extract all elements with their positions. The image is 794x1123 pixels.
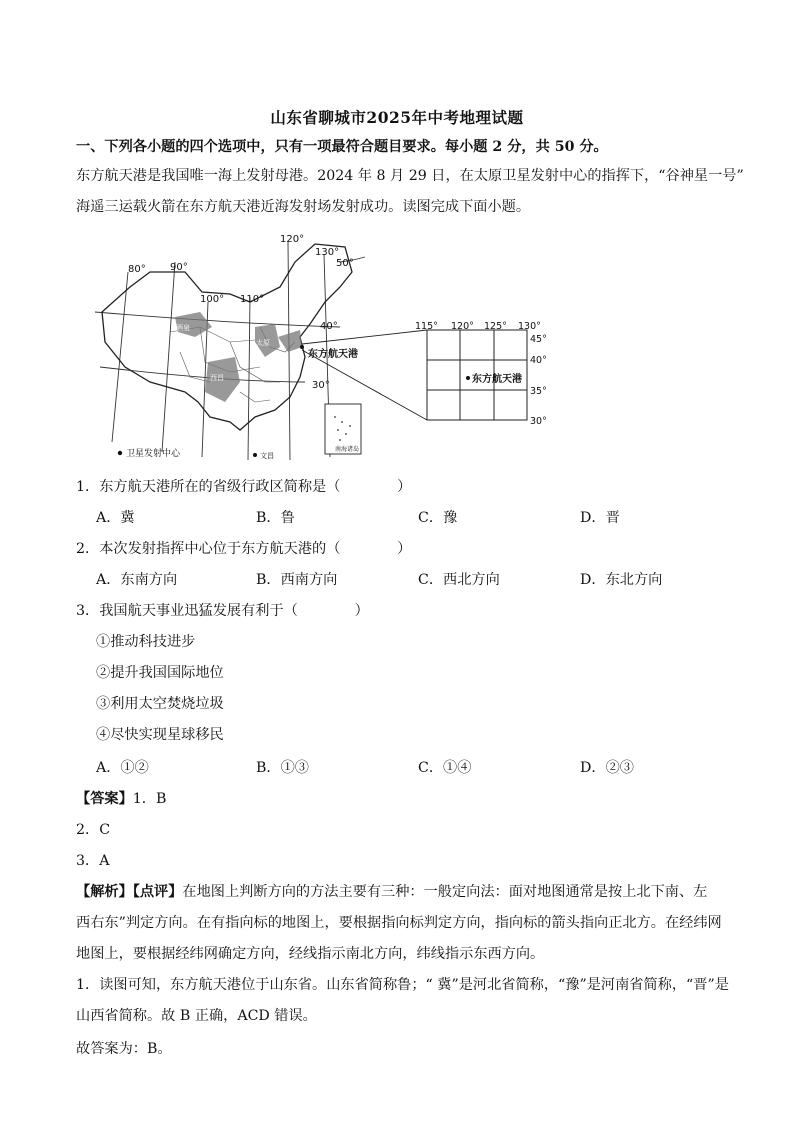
connector-top: [302, 330, 427, 344]
analysis-line-4: 1．读图可知，东方航天港位于山东省。山东省简称鲁；“ 冀”是河北省简称，“豫”是河南省简称，“晋”是: [76, 977, 729, 993]
lat-label-40: 40°: [320, 321, 338, 332]
q3-option-a[interactable]: A．①②: [96, 760, 149, 776]
inset-lon-130: 130°: [518, 321, 541, 332]
q1-option-c[interactable]: C．豫: [418, 510, 458, 526]
lon-label-90: 90°: [170, 262, 188, 273]
analysis-line-3: 地图上，要根据经纬网确定方向，经线指示南北方向，纬线指示东西方向。: [76, 946, 545, 962]
inset-lat-30: 30°: [530, 416, 547, 427]
shaded-provinces: [175, 312, 302, 402]
q3-option-b[interactable]: B．①③: [256, 760, 309, 776]
legend-label: 卫星发射中心: [126, 449, 181, 459]
answer-2: 2．C: [76, 822, 111, 838]
inset-port-dot: [466, 376, 470, 380]
analysis-line-2: 西右东”判定方向。在有指向标的地图上，要根据指向标判定方向，指向标的箭头指向正北方。在经纬网: [76, 915, 722, 931]
answer-line-1: [76, 789, 756, 809]
lon-label-120: 120°: [280, 234, 305, 245]
port-dot: [300, 345, 304, 349]
lon-label-100: 100°: [200, 294, 225, 305]
intro-line-1: 东方航天港是我国唯一海上发射母港。2024 年 8 月 29 日，在太原卫星发射中心的指挥下，“谷神星一号”: [76, 168, 744, 184]
answer-label: 【答案】: [76, 791, 133, 807]
inset-lat-45: 45°: [530, 334, 547, 345]
inset-lat-35: 35°: [530, 386, 547, 397]
inset-port-label: 东方航天港: [472, 374, 522, 385]
center-label-jiuquan: 酒泉: [176, 324, 190, 332]
q2-stem: 2．本次发射指挥中心位于东方航天港的（ ）: [76, 541, 412, 557]
center-label-xichang: 西昌: [210, 374, 224, 382]
answer-1: 1．B: [132, 791, 167, 807]
analysis-line-1: [76, 882, 756, 902]
q3-item-3: ③利用太空焚烧垃圾: [96, 696, 224, 712]
center-label-wenchang: 文昌: [260, 452, 274, 460]
inset-lon-120: 120°: [451, 321, 474, 332]
lon-label-110: 110°: [240, 294, 265, 305]
q1-stem: 1．东方航天港所在的省级行政区简称是（ ）: [76, 479, 412, 495]
q2-option-d[interactable]: D．东北方向: [580, 572, 663, 588]
inset-lon-125: 125°: [484, 321, 507, 332]
inset-lat-40: 40°: [530, 355, 547, 366]
wenchang-dot: [253, 453, 257, 457]
analysis-line-5: 山西省简称。故 B 正确，ACD 错误。: [76, 1008, 317, 1024]
lat-label-50: 50°: [336, 258, 354, 269]
q3-item-2: ②提升我国国际地位: [96, 665, 224, 681]
legend-dot: [118, 451, 122, 455]
analysis-line-6: 故答案为：B。: [76, 1041, 172, 1057]
port-label: 东方航天港: [308, 349, 358, 360]
q3-option-d[interactable]: D．②③: [580, 760, 634, 776]
lon-label-80: 80°: [128, 264, 146, 275]
inset-lon-115: 115°: [415, 321, 438, 332]
analysis-label: 【解析】【点评】: [76, 884, 183, 900]
q2-option-b[interactable]: B．西南方向: [256, 572, 338, 588]
q2-option-c[interactable]: C．西北方向: [418, 572, 500, 588]
section-heading: 一、下列各小题的四个选项中，只有一项最符合题目要求。每小题 2 分，共 50 分。: [76, 139, 608, 155]
map-svg: [90, 232, 560, 464]
q2-option-a[interactable]: A．东南方向: [96, 572, 178, 588]
center-label-taiyuan: 太原: [256, 339, 270, 347]
lon-label-130: 130°: [315, 247, 340, 258]
q3-item-1: ①推动科技进步: [96, 634, 196, 650]
intro-line-2: 海遥三运载火箭在东方航天港近海发射场发射成功。读图完成下面小题。: [76, 199, 531, 215]
q1-option-a[interactable]: A．冀: [96, 510, 135, 526]
q1-option-b[interactable]: B．鲁: [256, 510, 295, 526]
q3-option-c[interactable]: C．①④: [418, 760, 472, 776]
q3-stem: 3．我国航天事业迅猛发展有利于（ ）: [76, 603, 369, 619]
inset-label: 南海诸岛: [335, 446, 360, 453]
q1-option-d[interactable]: D．晋: [580, 510, 620, 526]
lat-label-30: 30°: [312, 380, 330, 391]
q3-item-4: ④尽快实现星球移民: [96, 727, 224, 743]
answer-3: 3．A: [76, 853, 110, 869]
china-map-figure: [90, 232, 560, 464]
page-title: 山东省聊城市2025年中考地理试题: [270, 108, 524, 127]
analysis-text-1: 在地图上判断方向的方法主要有三种：一般定向法：面对地图通常是按上北下南、左: [182, 884, 708, 900]
